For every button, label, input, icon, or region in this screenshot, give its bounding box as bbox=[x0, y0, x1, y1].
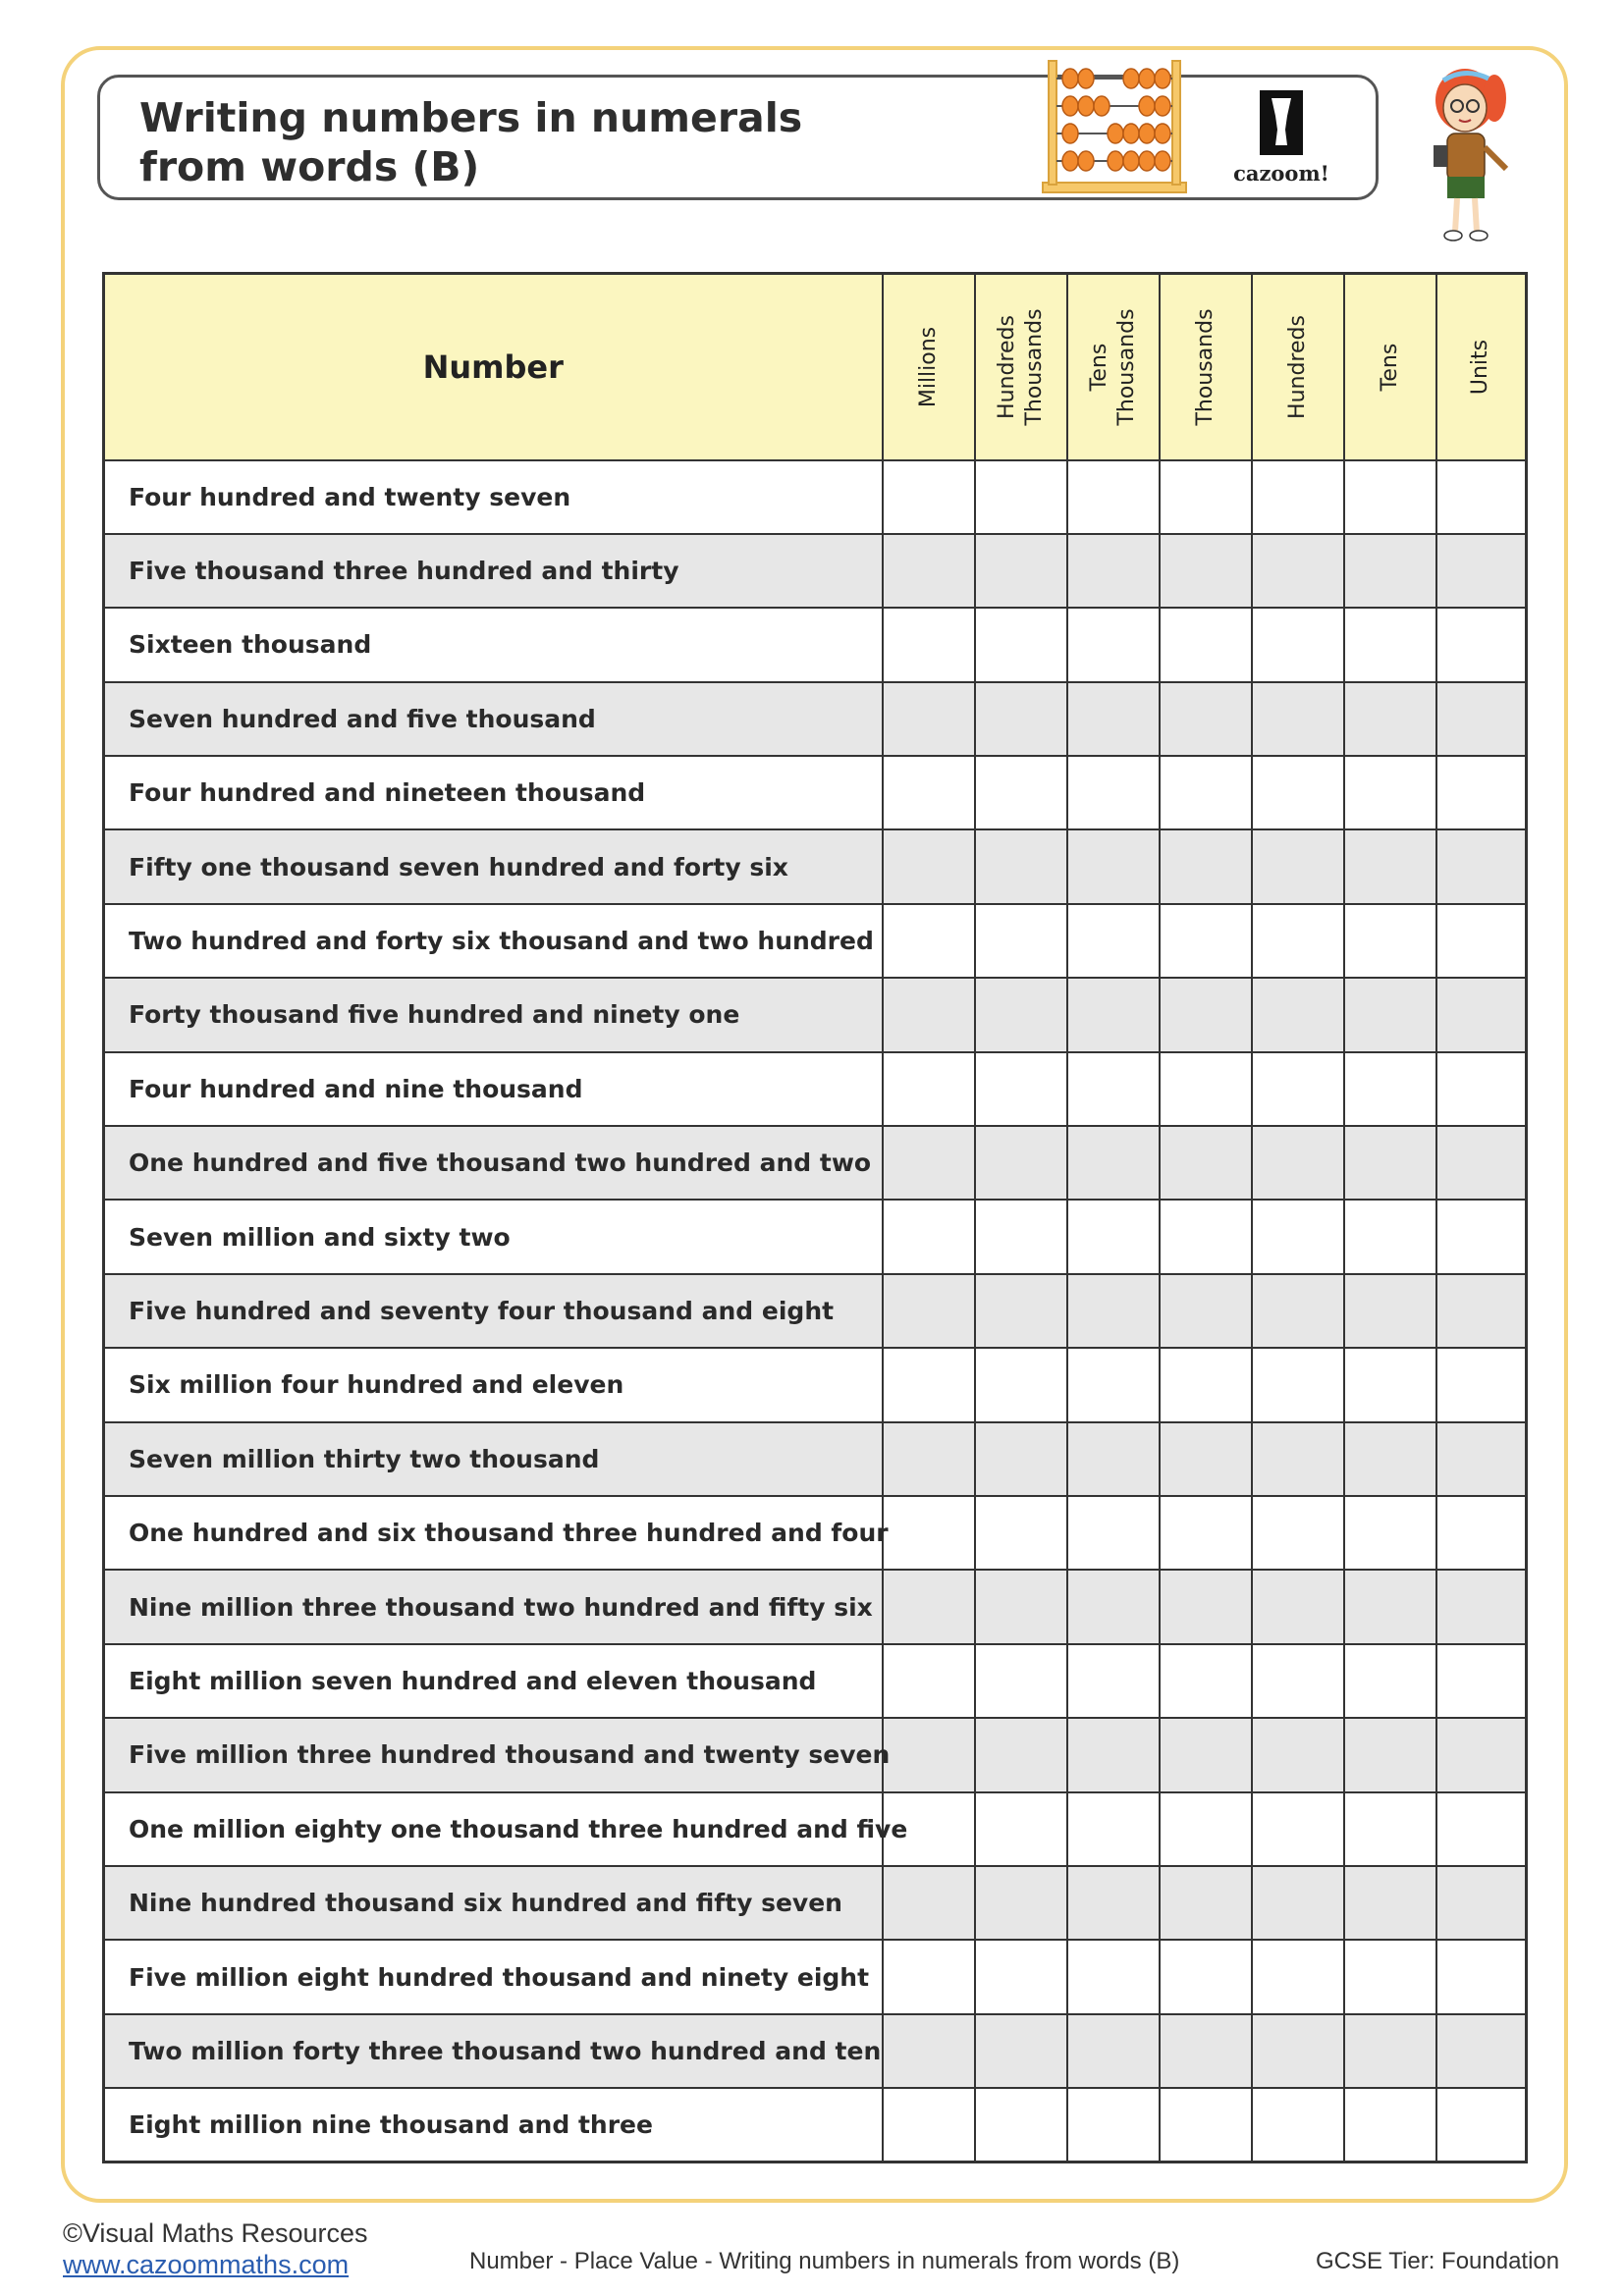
digit-answer-cell[interactable] bbox=[1160, 1792, 1252, 1866]
digit-answer-cell[interactable] bbox=[975, 460, 1067, 534]
table-row bbox=[104, 1052, 1527, 1126]
digit-answer-cell[interactable] bbox=[1160, 904, 1252, 978]
number-words-cell: Seven million and sixty two bbox=[104, 1200, 883, 1273]
number-words-cell: Five million three hundred thousand and twenty seven bbox=[104, 1718, 883, 1791]
number-words-cell: One hundred and five thousand two hundred and two bbox=[104, 1126, 883, 1200]
digit-answer-cell[interactable] bbox=[1252, 1570, 1344, 1643]
digit-answer-cell[interactable] bbox=[1344, 1052, 1436, 1126]
digit-answer-cell[interactable] bbox=[1067, 1348, 1160, 1421]
digit-answer-cell[interactable] bbox=[1252, 1422, 1344, 1496]
digit-answer-cell[interactable] bbox=[883, 904, 975, 978]
digit-answer-cell[interactable] bbox=[1344, 978, 1436, 1051]
digit-answer-cell[interactable] bbox=[1436, 1644, 1527, 1718]
footer-left bbox=[63, 2217, 368, 2280]
digit-answer-cell[interactable] bbox=[883, 1940, 975, 2013]
digit-answer-cell[interactable] bbox=[883, 608, 975, 681]
digit-answer-cell[interactable] bbox=[1344, 682, 1436, 756]
digit-answer-cell[interactable] bbox=[975, 829, 1067, 903]
table-row bbox=[104, 2088, 1527, 2162]
digit-answer-cell[interactable] bbox=[1252, 829, 1344, 903]
place-value-table bbox=[102, 272, 1528, 2163]
digit-answer-cell[interactable] bbox=[883, 1052, 975, 1126]
column-label: Millions bbox=[915, 326, 941, 407]
tens-column-header bbox=[1344, 274, 1436, 460]
tens-thousands-column-header bbox=[1067, 274, 1160, 460]
number-words-cell: Four hundred and twenty seven bbox=[104, 460, 883, 534]
table-row bbox=[104, 1348, 1527, 1421]
digit-answer-cell[interactable] bbox=[1160, 2088, 1252, 2162]
number-words-cell: Nine hundred thousand six hundred and fifty seven bbox=[104, 1866, 883, 1940]
digit-answer-cell[interactable] bbox=[1344, 608, 1436, 681]
digit-answer-cell[interactable] bbox=[1252, 534, 1344, 608]
digit-answer-cell[interactable] bbox=[1160, 1126, 1252, 1200]
table-row bbox=[104, 1718, 1527, 1791]
number-words-cell: Five thousand three hundred and thirty bbox=[104, 534, 883, 608]
digit-answer-cell[interactable] bbox=[883, 1274, 975, 1348]
digit-answer-cell[interactable] bbox=[1344, 1348, 1436, 1421]
digit-answer-cell[interactable] bbox=[1252, 460, 1344, 534]
digit-answer-cell[interactable] bbox=[1252, 1200, 1344, 1273]
digit-answer-cell[interactable] bbox=[1160, 1718, 1252, 1791]
digit-answer-cell[interactable] bbox=[1344, 2014, 1436, 2088]
digit-answer-cell[interactable] bbox=[883, 978, 975, 1051]
digit-answer-cell[interactable] bbox=[1252, 1866, 1344, 1940]
digit-answer-cell[interactable] bbox=[1344, 829, 1436, 903]
column-label: Tens bbox=[1377, 343, 1402, 392]
digit-answer-cell[interactable] bbox=[883, 460, 975, 534]
digit-answer-cell[interactable] bbox=[1344, 2088, 1436, 2162]
digit-answer-cell[interactable] bbox=[1067, 1644, 1160, 1718]
digit-answer-cell[interactable] bbox=[1252, 1718, 1344, 1791]
column-label: Tens Thousands bbox=[1086, 308, 1139, 426]
digit-answer-cell[interactable] bbox=[1160, 1274, 1252, 1348]
digit-answer-cell[interactable] bbox=[1344, 756, 1436, 829]
digit-answer-cell[interactable] bbox=[1252, 1274, 1344, 1348]
number-words-cell: Two hundred and forty six thousand and two hundred bbox=[104, 904, 883, 978]
digit-answer-cell[interactable] bbox=[1067, 1200, 1160, 1273]
digit-answer-cell[interactable] bbox=[1067, 682, 1160, 756]
digit-answer-cell[interactable] bbox=[1067, 460, 1160, 534]
digit-answer-cell[interactable] bbox=[1067, 2088, 1160, 2162]
digit-answer-cell[interactable] bbox=[1160, 1052, 1252, 1126]
units-column-header bbox=[1436, 274, 1527, 460]
digit-answer-cell[interactable] bbox=[975, 1422, 1067, 1496]
footer-tier: GCSE Tier: Foundation bbox=[1316, 2248, 1560, 2274]
number-words-cell: Eight million seven hundred and eleven thousand bbox=[104, 1644, 883, 1718]
digit-answer-cell[interactable] bbox=[1436, 1274, 1527, 1348]
digit-answer-cell[interactable] bbox=[1160, 756, 1252, 829]
digit-answer-cell[interactable] bbox=[883, 1422, 975, 1496]
digit-answer-cell[interactable] bbox=[1344, 1274, 1436, 1348]
digit-answer-cell[interactable] bbox=[1436, 1570, 1527, 1643]
hundreds-thousands-column-header bbox=[975, 274, 1067, 460]
digit-answer-cell[interactable] bbox=[975, 1792, 1067, 1866]
digit-answer-cell[interactable] bbox=[1252, 608, 1344, 681]
digit-answer-cell[interactable] bbox=[975, 1496, 1067, 1570]
digit-answer-cell[interactable] bbox=[883, 756, 975, 829]
digit-answer-cell[interactable] bbox=[1436, 608, 1527, 681]
digit-answer-cell[interactable] bbox=[975, 1274, 1067, 1348]
digit-answer-cell[interactable] bbox=[1252, 1348, 1344, 1421]
digit-answer-cell[interactable] bbox=[1067, 1422, 1160, 1496]
page-title bbox=[139, 93, 802, 191]
digit-answer-cell[interactable] bbox=[1160, 608, 1252, 681]
digit-answer-cell[interactable] bbox=[1160, 1422, 1252, 1496]
digit-answer-cell[interactable] bbox=[1436, 1052, 1527, 1126]
digit-answer-cell[interactable] bbox=[1067, 2014, 1160, 2088]
website-link[interactable]: www.cazoommaths.com bbox=[63, 2250, 350, 2279]
digit-answer-cell[interactable] bbox=[1436, 682, 1527, 756]
digit-answer-cell[interactable] bbox=[1160, 1866, 1252, 1940]
digit-answer-cell[interactable] bbox=[1067, 1792, 1160, 1866]
digit-answer-cell[interactable] bbox=[1436, 978, 1527, 1051]
digit-answer-cell[interactable] bbox=[1067, 829, 1160, 903]
digit-answer-cell[interactable] bbox=[1160, 1940, 1252, 2013]
digit-answer-cell[interactable] bbox=[1344, 1200, 1436, 1273]
digit-answer-cell[interactable] bbox=[1344, 1940, 1436, 2013]
digit-answer-cell[interactable] bbox=[883, 2014, 975, 2088]
digit-answer-cell[interactable] bbox=[883, 1126, 975, 1200]
digit-answer-cell[interactable] bbox=[975, 756, 1067, 829]
table-row bbox=[104, 1422, 1527, 1496]
table-body bbox=[104, 460, 1527, 2163]
digit-answer-cell[interactable] bbox=[1436, 460, 1527, 534]
digit-answer-cell[interactable] bbox=[1067, 1940, 1160, 2013]
digit-answer-cell[interactable] bbox=[883, 1866, 975, 1940]
number-words-cell: Fifty one thousand seven hundred and forty six bbox=[104, 829, 883, 903]
digit-answer-cell[interactable] bbox=[1067, 904, 1160, 978]
cazoom-logo bbox=[1222, 86, 1340, 185]
digit-answer-cell[interactable] bbox=[1344, 1644, 1436, 1718]
digit-answer-cell[interactable] bbox=[1344, 904, 1436, 978]
digit-answer-cell[interactable] bbox=[1436, 1940, 1527, 2013]
digit-answer-cell[interactable] bbox=[975, 1200, 1067, 1273]
table-row bbox=[104, 829, 1527, 903]
digit-answer-cell[interactable] bbox=[975, 682, 1067, 756]
digit-answer-cell[interactable] bbox=[1160, 829, 1252, 903]
title-line-1: Writing numbers in numerals bbox=[139, 94, 803, 141]
digit-answer-cell[interactable] bbox=[1252, 978, 1344, 1051]
digit-answer-cell[interactable] bbox=[1344, 1718, 1436, 1791]
digit-answer-cell[interactable] bbox=[1067, 1274, 1160, 1348]
digit-answer-cell[interactable] bbox=[1344, 460, 1436, 534]
table-row bbox=[104, 1792, 1527, 1866]
title-line-2: from words (B) bbox=[139, 143, 480, 190]
digit-answer-cell[interactable] bbox=[1344, 1496, 1436, 1570]
digit-answer-cell[interactable] bbox=[1252, 2014, 1344, 2088]
digit-answer-cell[interactable] bbox=[1252, 1644, 1344, 1718]
table-row bbox=[104, 1496, 1527, 1570]
digit-answer-cell[interactable] bbox=[1344, 1422, 1436, 1496]
digit-answer-cell[interactable] bbox=[1436, 1496, 1527, 1570]
digit-answer-cell[interactable] bbox=[883, 2088, 975, 2162]
number-words-cell: Eight million nine thousand and three bbox=[104, 2088, 883, 2162]
digit-answer-cell[interactable] bbox=[1067, 756, 1160, 829]
table-row bbox=[104, 460, 1527, 534]
digit-answer-cell[interactable] bbox=[975, 1052, 1067, 1126]
digit-answer-cell[interactable] bbox=[1160, 460, 1252, 534]
digit-answer-cell[interactable] bbox=[883, 1570, 975, 1643]
digit-answer-cell[interactable] bbox=[1436, 1200, 1527, 1273]
digit-answer-cell[interactable] bbox=[883, 1644, 975, 1718]
digit-answer-cell[interactable] bbox=[1252, 1792, 1344, 1866]
table-row bbox=[104, 608, 1527, 681]
number-words-cell: Seven hundred and five thousand bbox=[104, 682, 883, 756]
digit-answer-cell[interactable] bbox=[1252, 1126, 1344, 1200]
table-row bbox=[104, 2014, 1527, 2088]
digit-answer-cell[interactable] bbox=[1160, 1200, 1252, 1273]
column-label: Units bbox=[1468, 339, 1493, 395]
digit-answer-cell[interactable] bbox=[1436, 829, 1527, 903]
digit-answer-cell[interactable] bbox=[1160, 2014, 1252, 2088]
digit-answer-cell[interactable] bbox=[975, 978, 1067, 1051]
digit-answer-cell[interactable] bbox=[1252, 1940, 1344, 2013]
digit-answer-cell[interactable] bbox=[1436, 2088, 1527, 2162]
number-words-cell: One million eighty one thousand three hundred and five bbox=[104, 1792, 883, 1866]
number-words-cell: One hundred and six thousand three hundred and four bbox=[104, 1496, 883, 1570]
table-row bbox=[104, 1274, 1527, 1348]
digit-answer-cell[interactable] bbox=[1160, 978, 1252, 1051]
number-words-cell: Seven million thirty two thousand bbox=[104, 1422, 883, 1496]
digit-answer-cell[interactable] bbox=[1160, 1496, 1252, 1570]
millions-column-header bbox=[883, 274, 975, 460]
digit-answer-cell[interactable] bbox=[1252, 1496, 1344, 1570]
column-label: Thousands bbox=[1192, 308, 1218, 426]
number-words-cell: Forty thousand five hundred and ninety one bbox=[104, 978, 883, 1051]
digit-answer-cell[interactable] bbox=[1067, 534, 1160, 608]
digit-answer-cell[interactable] bbox=[1067, 1126, 1160, 1200]
digit-answer-cell[interactable] bbox=[883, 682, 975, 756]
column-label: Hundreds Thousands bbox=[994, 308, 1047, 426]
number-words-cell: Four hundred and nineteen thousand bbox=[104, 756, 883, 829]
digit-answer-cell[interactable] bbox=[883, 1718, 975, 1791]
table-row bbox=[104, 1570, 1527, 1643]
table-row bbox=[104, 756, 1527, 829]
table-row bbox=[104, 1940, 1527, 2013]
digit-answer-cell[interactable] bbox=[1252, 682, 1344, 756]
digit-answer-cell[interactable] bbox=[1160, 534, 1252, 608]
digit-answer-cell[interactable] bbox=[883, 829, 975, 903]
digit-answer-cell[interactable] bbox=[1344, 1570, 1436, 1643]
digit-answer-cell[interactable] bbox=[975, 1126, 1067, 1200]
digit-answer-cell[interactable] bbox=[1436, 2014, 1527, 2088]
digit-answer-cell[interactable] bbox=[1067, 1718, 1160, 1791]
hundreds-column-header bbox=[1252, 274, 1344, 460]
digit-answer-cell[interactable] bbox=[883, 1200, 975, 1273]
digit-answer-cell[interactable] bbox=[1252, 1052, 1344, 1126]
table-row bbox=[104, 1644, 1527, 1718]
cazoom-logo-icon bbox=[1222, 86, 1340, 161]
girl-mascot-icon bbox=[1404, 59, 1542, 255]
digit-answer-cell[interactable] bbox=[975, 1718, 1067, 1791]
digit-answer-cell[interactable] bbox=[1067, 978, 1160, 1051]
abacus-icon bbox=[1041, 59, 1188, 196]
number-words-cell: Five hundred and seventy four thousand and eight bbox=[104, 1274, 883, 1348]
number-words-cell: Nine million three thousand two hundred and fifty six bbox=[104, 1570, 883, 1643]
table-row bbox=[104, 978, 1527, 1051]
table-header-row bbox=[104, 274, 1527, 460]
digit-answer-cell[interactable] bbox=[1160, 1570, 1252, 1643]
digit-answer-cell[interactable] bbox=[1436, 904, 1527, 978]
digit-answer-cell[interactable] bbox=[1344, 1866, 1436, 1940]
digit-answer-cell[interactable] bbox=[1252, 904, 1344, 978]
digit-answer-cell[interactable] bbox=[1436, 1422, 1527, 1496]
column-label: Hundreds bbox=[1284, 314, 1310, 419]
digit-answer-cell[interactable] bbox=[975, 1644, 1067, 1718]
digit-answer-cell[interactable] bbox=[1436, 1792, 1527, 1866]
digit-answer-cell[interactable] bbox=[975, 1866, 1067, 1940]
digit-answer-cell[interactable] bbox=[1436, 1866, 1527, 1940]
digit-answer-cell[interactable] bbox=[1160, 1644, 1252, 1718]
digit-answer-cell[interactable] bbox=[975, 1940, 1067, 2013]
digit-answer-cell[interactable] bbox=[1067, 1496, 1160, 1570]
digit-answer-cell[interactable] bbox=[1436, 1718, 1527, 1791]
table-row bbox=[104, 904, 1527, 978]
number-words-cell: Two million forty three thousand two hundred and ten bbox=[104, 2014, 883, 2088]
digit-answer-cell[interactable] bbox=[1252, 2088, 1344, 2162]
digit-answer-cell[interactable] bbox=[883, 1348, 975, 1421]
table-row bbox=[104, 534, 1527, 608]
digit-answer-cell[interactable] bbox=[1252, 756, 1344, 829]
number-words-cell: Sixteen thousand bbox=[104, 608, 883, 681]
digit-answer-cell[interactable] bbox=[1436, 756, 1527, 829]
digit-answer-cell[interactable] bbox=[883, 1496, 975, 1570]
digit-answer-cell[interactable] bbox=[1160, 682, 1252, 756]
digit-answer-cell[interactable] bbox=[1344, 1792, 1436, 1866]
digit-answer-cell[interactable] bbox=[1067, 1570, 1160, 1643]
digit-answer-cell[interactable] bbox=[1436, 534, 1527, 608]
number-column-header: Number bbox=[104, 274, 883, 460]
digit-answer-cell[interactable] bbox=[1067, 608, 1160, 681]
digit-answer-cell[interactable] bbox=[975, 608, 1067, 681]
digit-answer-cell[interactable] bbox=[1160, 1348, 1252, 1421]
digit-answer-cell[interactable] bbox=[1436, 1348, 1527, 1421]
copyright-text: ©Visual Maths Resources bbox=[63, 2218, 368, 2248]
digit-answer-cell[interactable] bbox=[975, 1570, 1067, 1643]
logo-text: cazoom! bbox=[1233, 161, 1329, 186]
digit-answer-cell[interactable] bbox=[1344, 534, 1436, 608]
table-row bbox=[104, 1866, 1527, 1940]
digit-answer-cell[interactable] bbox=[1067, 1052, 1160, 1126]
number-words-cell: Six million four hundred and eleven bbox=[104, 1348, 883, 1421]
thousands-column-header bbox=[1160, 274, 1252, 460]
digit-answer-cell[interactable] bbox=[1067, 1866, 1160, 1940]
digit-answer-cell[interactable] bbox=[975, 2088, 1067, 2162]
number-words-cell: Five million eight hundred thousand and ninety eight bbox=[104, 1940, 883, 2013]
digit-answer-cell[interactable] bbox=[975, 534, 1067, 608]
digit-answer-cell[interactable] bbox=[1436, 1126, 1527, 1200]
digit-answer-cell[interactable] bbox=[975, 1348, 1067, 1421]
digit-answer-cell[interactable] bbox=[883, 534, 975, 608]
table-row bbox=[104, 682, 1527, 756]
table-row bbox=[104, 1200, 1527, 1273]
digit-answer-cell[interactable] bbox=[975, 904, 1067, 978]
digit-answer-cell[interactable] bbox=[1344, 1126, 1436, 1200]
digit-answer-cell[interactable] bbox=[975, 2014, 1067, 2088]
table-row bbox=[104, 1126, 1527, 1200]
number-words-cell: Four hundred and nine thousand bbox=[104, 1052, 883, 1126]
footer-topic: Number - Place Value - Writing numbers in numerals from words (B) bbox=[469, 2248, 1180, 2274]
